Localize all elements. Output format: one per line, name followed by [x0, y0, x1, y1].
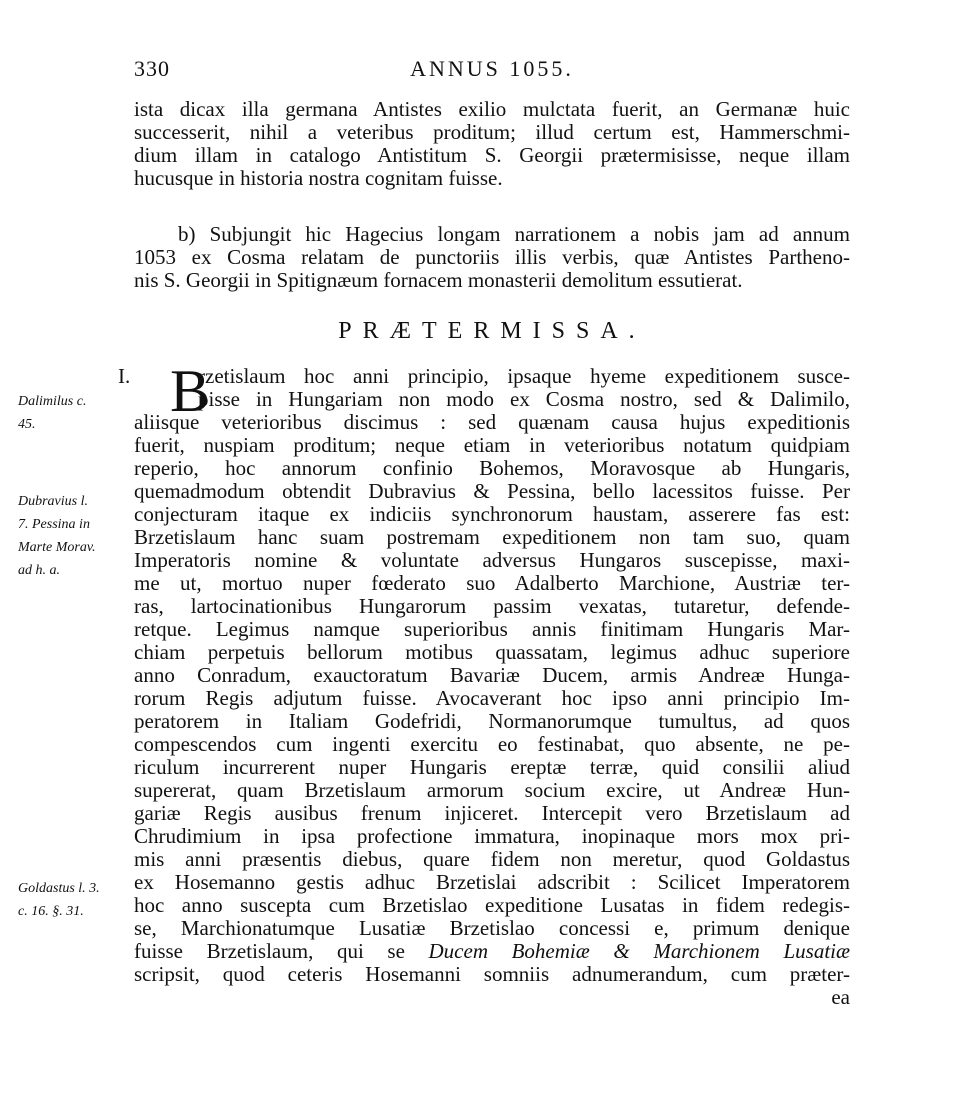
section-heading: PRÆTERMISSA.	[338, 318, 646, 344]
text-line: b) Subjungit hic Hagecius longam narrationem a nobis jam ad annum	[178, 222, 850, 246]
text-line-with-italic	[134, 940, 850, 963]
text-line: retque. Legimus namque superioribus annis finitimam Hungaris Mar-	[134, 617, 850, 641]
text-line: reperio, hoc annorum confinio Bohemos, Moravosque ab Hungaris,	[134, 456, 850, 480]
text-line: nis S. Georgii in Spitignæum fornacem monasterii demolitum essutierat.	[134, 268, 743, 292]
text-line: hoc anno susceptа cum Brzetislao expeditione Lusatas in fidem redegis-	[134, 893, 850, 917]
text-line: dium illam in catalogo Antistitum S. Georgii prætermisisse, neque illam	[134, 143, 850, 167]
text-line: me ut, mortuo nuper fœderato suo Adalberto Marchione, Austriæ ter-	[134, 571, 850, 595]
text-line: mis anni præsentis diebus, quare fidem non meretur, quod Goldastus	[134, 847, 850, 871]
margin-note-line: 45.	[18, 417, 36, 432]
text-line: ista dicax illa germana Antistes exilio mulctata fuerit, an Germanæ huic	[134, 97, 850, 121]
text-line: 1053 ex Cosma relatam de punctoriis illis verbis, quæ Antistes Partheno-	[134, 245, 850, 269]
margin-note-line: Goldastus l. 3.	[18, 881, 100, 896]
margin-note-dalimilus	[18, 390, 130, 436]
text-line: fuerit, nuspiam proditum; neque etiam in veterioribus notatum quidpiam	[134, 433, 850, 457]
running-head: ANNUS 1055.	[410, 56, 574, 81]
text-line: rzetislaum hoc anni principio, ipsaque hyeme expeditionem susce-	[198, 364, 850, 388]
text-line: aliisque veterioribus discimus : sed quænam causa hujus expeditionis	[134, 410, 850, 434]
page-number: 330	[134, 56, 170, 81]
text-line: Brzetislaum hanc suam postremam expeditionem non tam suo, quam	[134, 525, 850, 549]
margin-note-line: c. 16. §. 31.	[18, 904, 84, 919]
margin-note-line: ad h. a.	[18, 563, 60, 578]
margin-note-line: Dalimilus c.	[18, 394, 87, 409]
text-fragment: fuisse Brzetislaum, qui se	[134, 939, 405, 963]
continuation-paragraph	[134, 98, 850, 190]
text-line: conjecturam itaque ex indiciis synchronorum haustam, asserere fas est:	[134, 502, 850, 526]
italic-phrase: Ducem Bohemiæ & Marchionem Lusatiæ	[428, 939, 850, 963]
text-line: supererat, quam Brzetislaum armorum socium excire, ut Andreæ Hun-	[134, 778, 850, 802]
text-line: anno Conradum, exauctoratum Bavariæ Ducem, armis Andreæ Hunga-	[134, 663, 850, 687]
text-line: ex Hosemanno gestis adhuc Brzetislai adscribit : Scilicet Imperatorem	[134, 870, 850, 894]
text-line: rorum Regis adjutum fuisse. Avocaverant hoc ipso anni principio Im-	[134, 686, 850, 710]
text-line: pisse in Hungariam non modo ex Cosma nostro, sed & Dalimilo,	[198, 387, 850, 411]
text-line: chiam perpetuis bellorum motibus quassatam, legimus adhuc superiore	[134, 640, 850, 664]
margin-note-line: 7. Pessina in	[18, 517, 90, 532]
text-line: gariæ Regis ausibus frenum injiceret. Intercepit vero Brzetislaum ad	[134, 801, 850, 825]
margin-note-goldastus	[18, 877, 130, 923]
footnote-b	[134, 223, 850, 292]
margin-note-line: Dubravius l.	[18, 494, 88, 509]
text-line: successerit, nihil a veteribus proditum; illud certum est, Hammerschmi-	[134, 120, 850, 144]
text-line: ras, lartocinationibus Hungarorum passim vexatas, tutaretur, defende-	[134, 594, 850, 618]
text-line: hucusque in historia nostra cognitam fuisse.	[134, 166, 503, 190]
drop-cap: B	[170, 358, 211, 424]
text-line: Chrudimium in ipsa profectione immatura, inopinaque mors mox pri-	[134, 824, 850, 848]
text-line: Imperatoris nomine & voluntate adversus Hungaros suscepisse, maxi-	[134, 548, 850, 572]
text-line: peratorem in Italiam Godefridi, Normanorumque tumultus, ad quos	[134, 709, 850, 733]
text-line: quemadmodum obtendit Dubravius & Pessina, bello lacessitos fuisse. Per	[134, 479, 850, 503]
margin-note-dubravius	[18, 490, 130, 582]
page-header	[134, 56, 850, 86]
catchword: ea	[831, 985, 850, 1009]
text-line: scripsit, quod ceteris Hosemanni somniis adnumerandum, cum præter-	[134, 962, 850, 986]
text-line: compescendos cum ingenti exercitu eo festinabat, quo absente, ne pe-	[134, 732, 850, 756]
text-line: se, Marchionatumque Lusatiæ Brzetislao concessi e, primum denique	[134, 916, 850, 940]
section-numeral: I.	[118, 364, 131, 388]
text-line: riculum incurrerent nuper Hungaris ereptæ terræ, quid consilii aliud	[134, 755, 850, 779]
margin-note-line: Marte Morav.	[18, 540, 96, 555]
main-paragraph	[118, 358, 850, 1009]
